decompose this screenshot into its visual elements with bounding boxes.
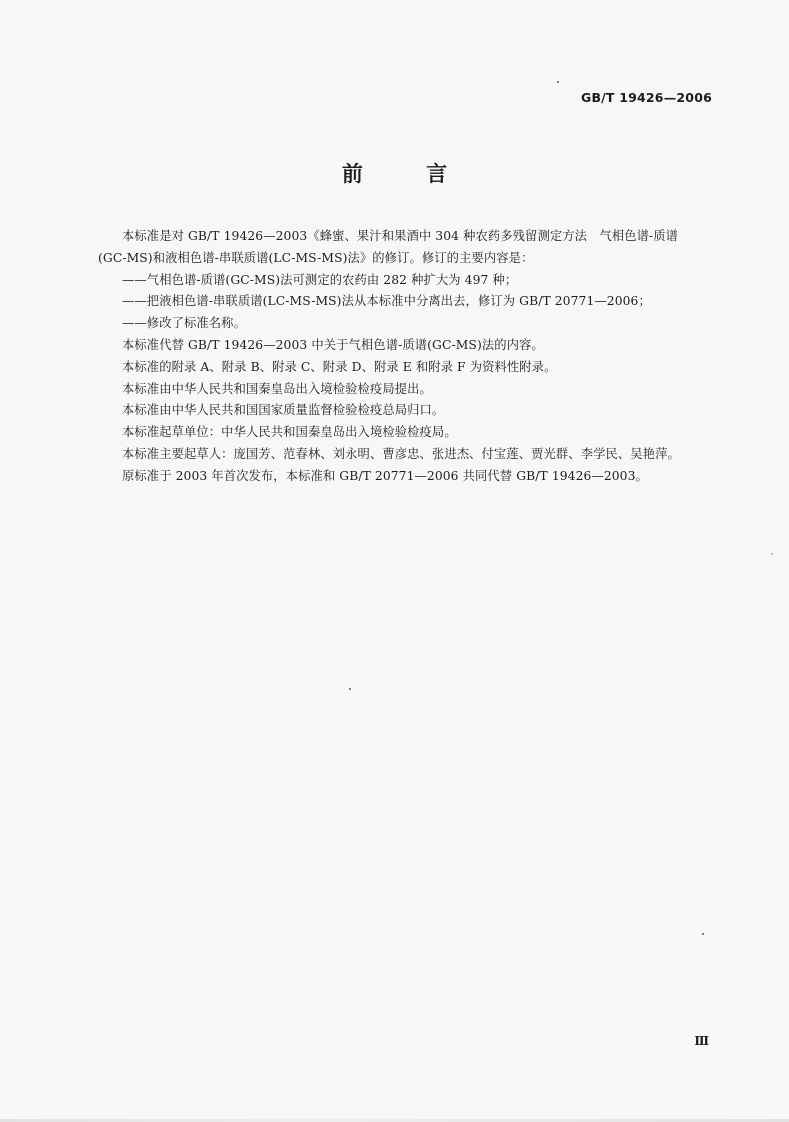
scan-speck [771,553,773,555]
paragraph-centralized-by: 本标准由中华人民共和国国家质量监督检验检疫总局归口。 [122,403,445,418]
paragraph-replaces: 本标准代替 GB/T 19426—2003 中关于气相色谱-质谱(GC-MS)法的内容。 [122,337,544,352]
standard-number: GB/T 19426—2006 [580,90,712,105]
paragraph-drafters: 本标准主要起草人：庞国芳、范春林、刘永明、曹彦忠、张进杰、付宝莲、贾光群、李学民、吴艳萍。 [122,446,680,461]
scan-speck [557,81,559,83]
paragraph-history: 原标准于 2003 年首次发布，本标准和 GB/T 20771—2006 共同代替 GB/T 19426—2003。 [122,468,648,483]
paragraph-annexes: 本标准的附录 A、附录 B、附录 C、附录 D、附录 E 和附录 F 为资料性附录。 [122,359,557,374]
foreword-body [98,226,738,488]
paragraph-proposed-by: 本标准由中华人民共和国秦皇岛出入境检验检疫局提出。 [122,381,432,396]
paragraph-intro-line1: 本标准是对 GB/T 19426—2003《蜂蜜、果汁和果酒中 304 种农药多残留测定方法 气相色谱-质谱 [122,229,679,243]
list-item-change-2: ——把液相色谱-串联质谱(LC-MS-MS)法从本标准中分离出去，修订为 GB/T 20771—2006； [122,294,651,309]
paragraph-drafting-unit: 本标准起草单位：中华人民共和国秦皇岛出入境检验检疫局。 [122,425,457,440]
list-item-change-1: ——气相色谱-质谱(GC-MS)法可测定的农药由 282 种扩大为 497 种； [122,272,518,287]
paragraph-intro-line2: (GC-MS)和液相色谱-串联质谱(LC-MS-MS)法》的修订。修订的主要内容是： [98,250,534,265]
scan-speck [349,688,351,690]
page-number: Ⅲ [694,1034,708,1048]
scan-speck [702,933,704,935]
page-title: 前 言 [341,162,476,186]
list-item-change-3: ——修改了标准名称。 [122,316,246,331]
